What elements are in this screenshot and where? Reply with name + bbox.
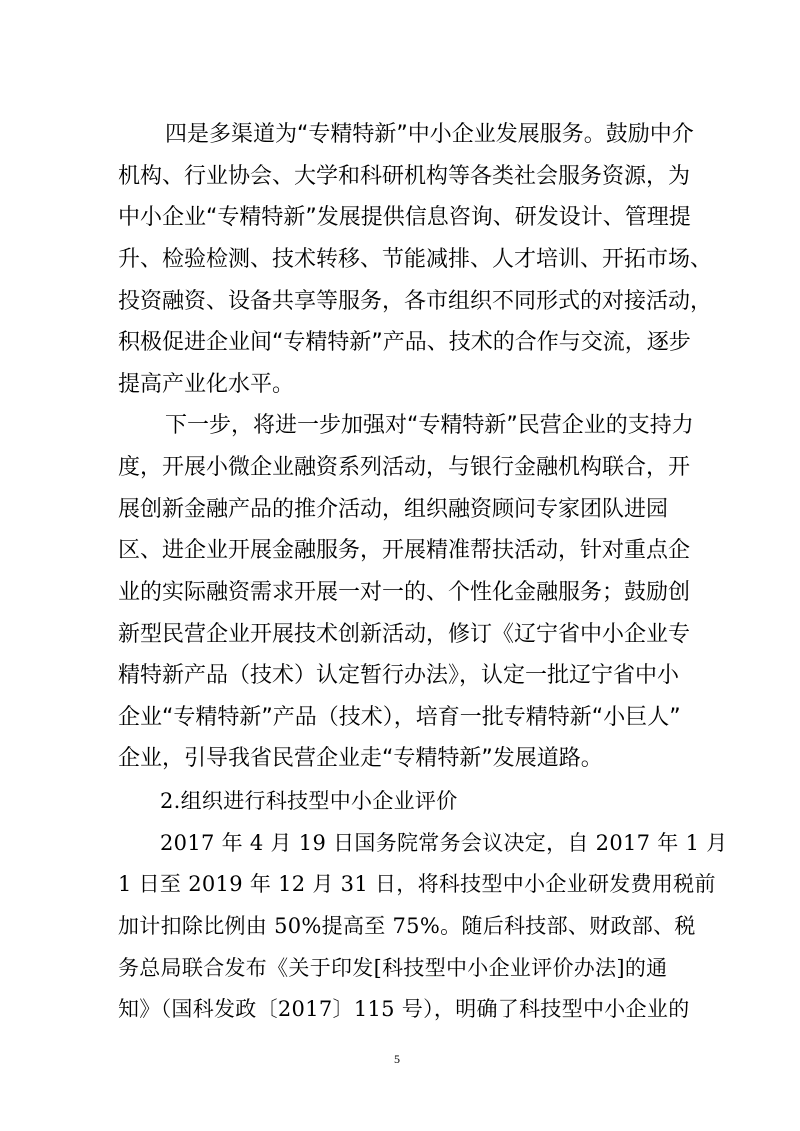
paragraph-line: 企业“专精特新”产品（技术），培育一批专精特新“小巨人” [118, 705, 681, 730]
paragraph-line: 务总局联合发布《关于印发[科技型中小企业评价办法]的通 [118, 956, 668, 980]
paragraph-line: 中小企业“专精特新”发展提供信息咨询、研发设计、管理提 [118, 205, 691, 230]
paragraph-line: 展创新金融产品的推介活动，组织融资顾问专家团队进园 [118, 497, 669, 522]
paragraph-line: 投资融资、设备共享等服务，各市组织不同形式的对接活动， [118, 289, 713, 314]
paragraph-line: 2017 年 4 月 19 日国务院常务会议决定，自 2017 年 1 月 [160, 831, 728, 855]
paragraph-line: 积极促进企业间“专精特新”产品、技术的合作与交流，逐步 [118, 330, 691, 355]
paragraph-line: 新型民营企业开展技术创新活动，修订《辽宁省中小企业专 [118, 622, 691, 647]
paragraph-line: 四是多渠道为“专精特新”中小企业发展服务。鼓励中介 [165, 122, 694, 147]
paragraph-line: 机构、行业协会、大学和科研机构等各类社会服务资源，为 [118, 164, 691, 189]
paragraph-line: 业的实际融资需求开展一对一的、个性化金融服务；鼓励创 [118, 580, 691, 605]
paragraph-line: 下一步，将进一步加强对“专精特新”民营企业的支持力 [165, 413, 694, 438]
paragraph-line: 知》（国科发政〔2017〕115 号），明确了科技型中小企业的 [118, 997, 690, 1021]
paragraph-line: 1 日至 2019 年 12 月 31 日，将科技型中小企业研发费用税前 [118, 872, 716, 896]
paragraph-line: 升、检验检测、技术转移、节能减排、人才培训、开拓市场、 [118, 247, 713, 272]
paragraph-line: 加计扣除比例由 50%提高至 75%。随后科技部、财政部、税 [118, 914, 696, 938]
section-heading: 2.组织进行科技型中小企业评价 [160, 789, 458, 813]
page-number: 5 [394, 1052, 400, 1066]
paragraph-line: 提高产业化水平。 [118, 372, 295, 397]
paragraph-line: 区、进企业开展金融服务，开展精准帮扶活动，针对重点企 [118, 538, 691, 563]
paragraph-line: 精特新产品（技术）认定暂行办法》，认定一批辽宁省中小 [118, 663, 680, 688]
paragraph-line: 度，开展小微企业融资系列活动，与银行金融机构联合，开 [118, 455, 691, 480]
paragraph-line: 企业，引导我省民营企业走“专精特新”发展道路。 [118, 746, 603, 771]
